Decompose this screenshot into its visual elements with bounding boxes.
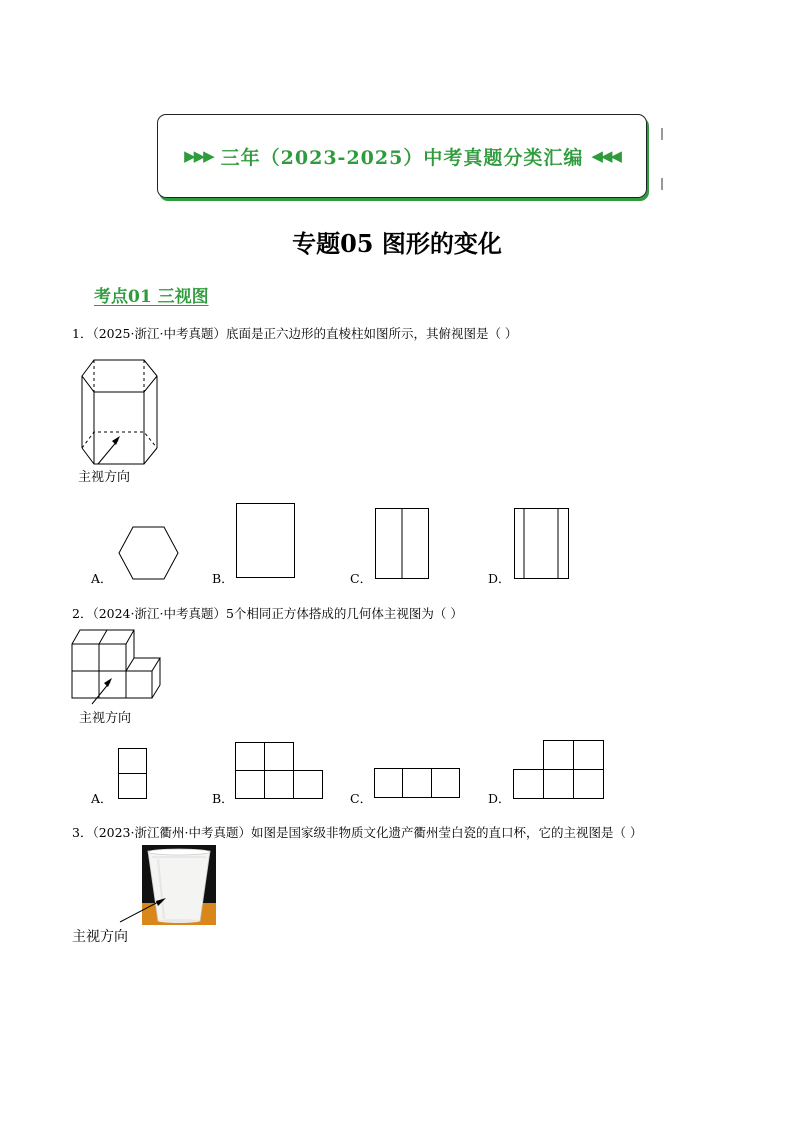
banner-left-arrows: ▶▶▶: [184, 147, 213, 165]
q1-option-c-figure[interactable]: [375, 508, 430, 580]
q1-option-b[interactable]: B．: [212, 571, 234, 586]
direction-arrow: [96, 430, 136, 470]
banner-right-arrows: ◀◀◀: [591, 147, 620, 165]
q1-option-a-hexagon[interactable]: [118, 526, 180, 580]
q2-option-d[interactable]: D．: [488, 791, 511, 806]
header-banner: [157, 114, 647, 198]
banner-edge-mark: [661, 178, 663, 190]
q1-option-a[interactable]: A．: [91, 571, 113, 586]
q2-option-c[interactable]: C．: [350, 791, 373, 806]
q2-option-b[interactable]: B．: [212, 791, 234, 806]
q2-option-a[interactable]: A．: [91, 791, 113, 806]
q1-direction-label: 主视方向: [78, 470, 131, 485]
q1-option-d[interactable]: D．: [488, 571, 511, 586]
q2-option-d-figure[interactable]: [513, 740, 605, 800]
direction-arrow: [118, 890, 178, 930]
banner-edge-mark: [661, 128, 663, 140]
question-1-text: 1．（2025·浙江·中考真题）底面是正六边形的直棱柱如图所示，其俯视图是（ ）: [72, 326, 518, 341]
q2-direction-label: 主视方向: [79, 711, 132, 726]
direction-arrow: [90, 668, 130, 708]
q1-option-c[interactable]: C．: [350, 571, 373, 586]
section-heading: 考点01 三视图: [94, 287, 209, 307]
question-3-text: 3．（2023·浙江衢州·中考真题）如图是国家级非物质文化遗产衢州莹白瓷的直口杯，它的主视图是（ ）: [72, 825, 643, 840]
banner-text: 三年（2023-2025）中考真题分类汇编: [220, 146, 584, 169]
q3-direction-label: 主视方向: [72, 929, 128, 945]
page-title: 专题05 图形的变化: [292, 229, 502, 258]
q1-option-b-rectangle[interactable]: [236, 503, 296, 579]
question-2-text: 2．（2024·浙江·中考真题）5个相同正方体搭成的几何体主视图为（ ）: [72, 606, 463, 621]
q1-option-d-figure[interactable]: [514, 508, 570, 580]
q2-option-a-figure[interactable]: [118, 748, 148, 800]
q2-option-b-figure[interactable]: [235, 742, 325, 800]
q2-option-c-figure[interactable]: [374, 768, 462, 800]
